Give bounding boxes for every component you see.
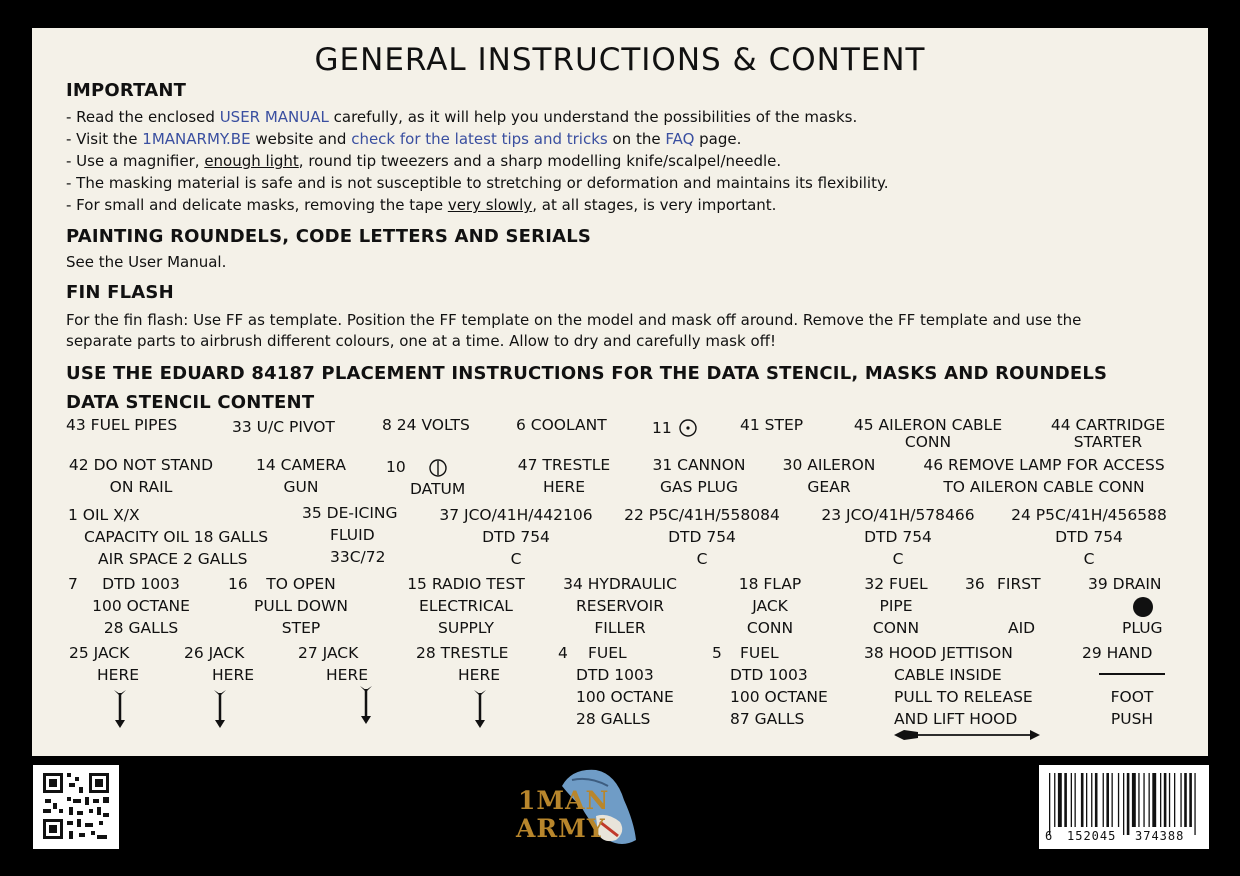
datum-circle-icon: [678, 418, 698, 438]
hand-foot-divider: [1099, 673, 1165, 675]
instruction-card: [32, 28, 1208, 756]
line: 37 JCO/41H/442106: [439, 506, 593, 524]
logo-line-2: ARMY: [516, 814, 606, 843]
line: DTD 754: [864, 528, 932, 546]
barcode: [1039, 765, 1209, 849]
emphasis-text: very slowly: [447, 196, 533, 214]
stencil-5-text: [730, 642, 828, 730]
line: 28 GALLS: [576, 710, 651, 728]
text: - Read the enclosed: [66, 108, 220, 126]
stencil-36: 36: [965, 575, 985, 593]
stencil-14: [246, 454, 356, 498]
line: CABLE INSIDE: [894, 666, 1002, 684]
line: PIPE: [879, 597, 913, 615]
fin-flash-text-1: For the fin flash: Use FF as template. Position the FF template on the model and mask off around. Remove the FF template and use the: [66, 311, 1082, 329]
text: - Visit the: [66, 130, 143, 148]
painting-heading: PAINTING ROUNDELS, CODE LETTERS AND SERIALS: [66, 226, 592, 247]
stencil-44: [1046, 414, 1170, 453]
stencil-45: [848, 414, 1008, 453]
stencil-26: [184, 642, 254, 686]
line: FILLER: [594, 619, 646, 637]
page-title: GENERAL INSTRUCTIONS & CONTENT: [314, 42, 926, 78]
jack-arrow-icon: [112, 688, 128, 730]
line: PULL TO RELEASE: [894, 688, 1033, 706]
line: 25 JACK: [69, 644, 130, 662]
stencil-38: [864, 642, 1033, 730]
stencil-4-text: [576, 642, 674, 730]
line: 42 DO NOT STAND: [68, 456, 214, 474]
line: CONN: [872, 619, 920, 637]
text: on the: [607, 130, 666, 148]
stencil-16-text: [244, 573, 358, 639]
line: 45 AILERON CABLE: [853, 416, 1003, 434]
line: 47 TRESTLE: [517, 456, 611, 474]
stencil-30: [774, 454, 884, 498]
line: FLUID: [330, 526, 375, 544]
line: PUSH: [1110, 710, 1154, 728]
important-line-4: - The masking material is safe and is not susceptible to stretching or deformation and maintains its flexibility.: [66, 174, 889, 192]
datum-line-icon: [428, 458, 448, 478]
stencil-1: [68, 504, 268, 570]
line: 44 CARTRIDGE: [1050, 416, 1166, 434]
line: 18 FLAP: [738, 575, 802, 593]
stencil-16: 16: [228, 575, 248, 593]
stencil-34: [560, 573, 680, 639]
logo-line-1: 1MAN: [518, 786, 610, 815]
line: AND LIFT HOOD: [894, 710, 1018, 728]
stencil-42: [66, 454, 216, 498]
barcode-digit-1: 6: [1045, 829, 1053, 843]
line: 28 GALLS: [103, 619, 179, 637]
line: 100 OCTANE: [92, 597, 190, 615]
line: CAPACITY OIL 18 GALLS: [84, 528, 269, 546]
emphasis-text: enough light: [204, 152, 299, 170]
important-line-1: [66, 106, 857, 128]
stencil-18: [720, 573, 820, 639]
eduard-note: USE THE EDUARD 84187 PLACEMENT INSTRUCTIONS FOR THE DATA STENCIL, MASKS AND ROUNDELS: [66, 363, 1108, 384]
stencil-10-datum: DATUM: [410, 480, 466, 498]
stencil-37: [436, 504, 596, 570]
faq-link[interactable]: FAQ: [665, 130, 695, 148]
line: FOOT: [1110, 688, 1154, 706]
line: DTD 1003: [730, 666, 808, 684]
stencil-28: [416, 642, 508, 686]
line: RESERVOIR: [576, 597, 664, 615]
text: website and: [250, 130, 352, 148]
barcode-digits-2: 152045: [1067, 829, 1117, 843]
stencil-22: [622, 504, 782, 570]
stencil-25: [69, 642, 139, 686]
stencil-35: [302, 502, 398, 568]
text: page.: [694, 130, 742, 148]
line: GAS PLUG: [660, 478, 738, 496]
stencil-15: [392, 573, 540, 639]
stencil-6: 6 COOLANT: [516, 416, 607, 434]
stencil-27: [298, 642, 368, 686]
text: - Use a magnifier,: [66, 152, 205, 170]
important-line-2: [66, 128, 741, 150]
line: HERE: [212, 666, 255, 684]
line: TO AILERON CABLE CONN: [943, 478, 1145, 496]
stencil-36-aid: AID: [1008, 619, 1036, 637]
text: , at all stages, is very important.: [532, 196, 777, 214]
stencil-43: 43 FUEL PIPES: [66, 416, 178, 434]
line: 15 RADIO TEST: [407, 575, 525, 593]
line: 100 OCTANE: [730, 688, 828, 706]
line: HERE: [97, 666, 140, 684]
important-line-5: [66, 194, 776, 216]
jack-arrow-icon: [212, 688, 228, 730]
line: PULL DOWN: [254, 597, 348, 615]
stencil-24: [1008, 504, 1170, 570]
line: C: [892, 550, 904, 568]
line: C: [696, 550, 708, 568]
stencil-8: 8 24 VOLTS: [382, 416, 470, 434]
tips-link[interactable]: check for the latest tips and tricks: [351, 130, 608, 148]
stencil-29: 29 HAND: [1082, 644, 1153, 662]
user-manual-link[interactable]: USER MANUAL: [219, 108, 329, 126]
qr-code: [33, 765, 119, 849]
line: HERE: [458, 666, 501, 684]
website-link[interactable]: 1MANARMY.BE: [142, 130, 251, 148]
line: 32 FUEL: [864, 575, 928, 593]
line: C: [1083, 550, 1095, 568]
line: 35 DE-ICING: [302, 504, 398, 522]
stencil-39-plug: PLUG: [1122, 619, 1163, 637]
line: C: [510, 550, 522, 568]
pull-arrow-icon: [892, 728, 1042, 742]
line: HERE: [542, 478, 585, 496]
line: 30 AILERON: [782, 456, 876, 474]
line: 28 TRESTLE: [416, 644, 509, 662]
line: GUN: [283, 478, 319, 496]
stencil-36-first: FIRST: [997, 575, 1041, 593]
stencil-heading: DATA STENCIL CONTENT: [66, 392, 315, 413]
line: ON RAIL: [109, 478, 173, 496]
stencil-31: [632, 454, 766, 498]
line: 38 HOOD JETTISON: [864, 644, 1013, 662]
text: - For small and delicate masks, removing the tape: [66, 196, 448, 214]
line: FUEL: [740, 644, 779, 662]
line: 26 JACK: [184, 644, 245, 662]
painting-text: See the User Manual.: [66, 253, 227, 271]
line: STEP: [281, 619, 321, 637]
line: DTD 754: [1055, 528, 1123, 546]
important-line-3: [66, 150, 781, 172]
stencil-33: 33 U/C PIVOT: [232, 418, 335, 436]
important-heading: IMPORTANT: [66, 80, 187, 101]
line: CONN: [746, 619, 794, 637]
drain-dot-icon: [1132, 596, 1154, 618]
stencil-7-text: [82, 573, 200, 639]
fin-flash-text-2: separate parts to airbrush different colours, one at a time. Allow to dry and carefully mask off!: [66, 332, 776, 350]
line: 14 CAMERA: [256, 456, 346, 474]
stencil-4: 4: [558, 644, 568, 662]
line: TO OPEN: [266, 575, 336, 593]
line: DTD 1003: [576, 666, 654, 684]
line: AIR SPACE 2 GALLS: [98, 550, 248, 568]
stencil-29-text: [1096, 686, 1168, 730]
line: JACK: [752, 597, 788, 615]
stencil-39: 39 DRAIN: [1088, 575, 1162, 593]
line: STARTER: [1073, 433, 1143, 451]
fin-flash-heading: FIN FLASH: [66, 282, 174, 303]
trestle-arrow-icon: [472, 688, 488, 730]
line: 22 P5C/41H/558084: [624, 506, 780, 524]
qr-code-icon: [33, 765, 119, 849]
brand-logo: [512, 766, 644, 850]
line: 27 JACK: [298, 644, 359, 662]
stencil-32: [844, 573, 948, 639]
stencil-41: 41 STEP: [740, 416, 804, 434]
line: 23 JCO/41H/578466: [821, 506, 975, 524]
stencil-5: 5: [712, 644, 722, 662]
line: 1 OIL X/X: [68, 506, 140, 524]
line: 24 P5C/41H/456588: [1011, 506, 1167, 524]
stencil-10: 10: [386, 458, 406, 476]
line: DTD 1003: [102, 575, 180, 593]
line: SUPPLY: [438, 619, 494, 637]
barcode-digits-3: 374388: [1135, 829, 1185, 843]
line: 87 GALLS: [730, 710, 805, 728]
stencil-7: 7: [68, 575, 78, 593]
line: 46 REMOVE LAMP FOR ACCESS: [923, 456, 1165, 474]
stencil-47: [494, 454, 634, 498]
line: DTD 754: [482, 528, 550, 546]
line: 34 HYDRAULIC: [563, 575, 677, 593]
line: 33C/72: [330, 548, 386, 566]
line: FUEL: [588, 644, 627, 662]
text: , round tip tweezers and a sharp modelling knife/scalpel/needle.: [298, 152, 782, 170]
line: GEAR: [807, 478, 851, 496]
line: DTD 754: [668, 528, 736, 546]
text: carefully, as it will help you understand the possibilities of the masks.: [328, 108, 858, 126]
stencil-46: [912, 454, 1176, 498]
line: ELECTRICAL: [419, 597, 513, 615]
line: HERE: [326, 666, 369, 684]
stencil-11: 11: [652, 419, 672, 437]
jack-arrow-icon: [358, 684, 374, 726]
line: CONN: [904, 433, 952, 451]
line: 31 CANNON: [652, 456, 746, 474]
line: 100 OCTANE: [576, 688, 674, 706]
stencil-23: [818, 504, 978, 570]
